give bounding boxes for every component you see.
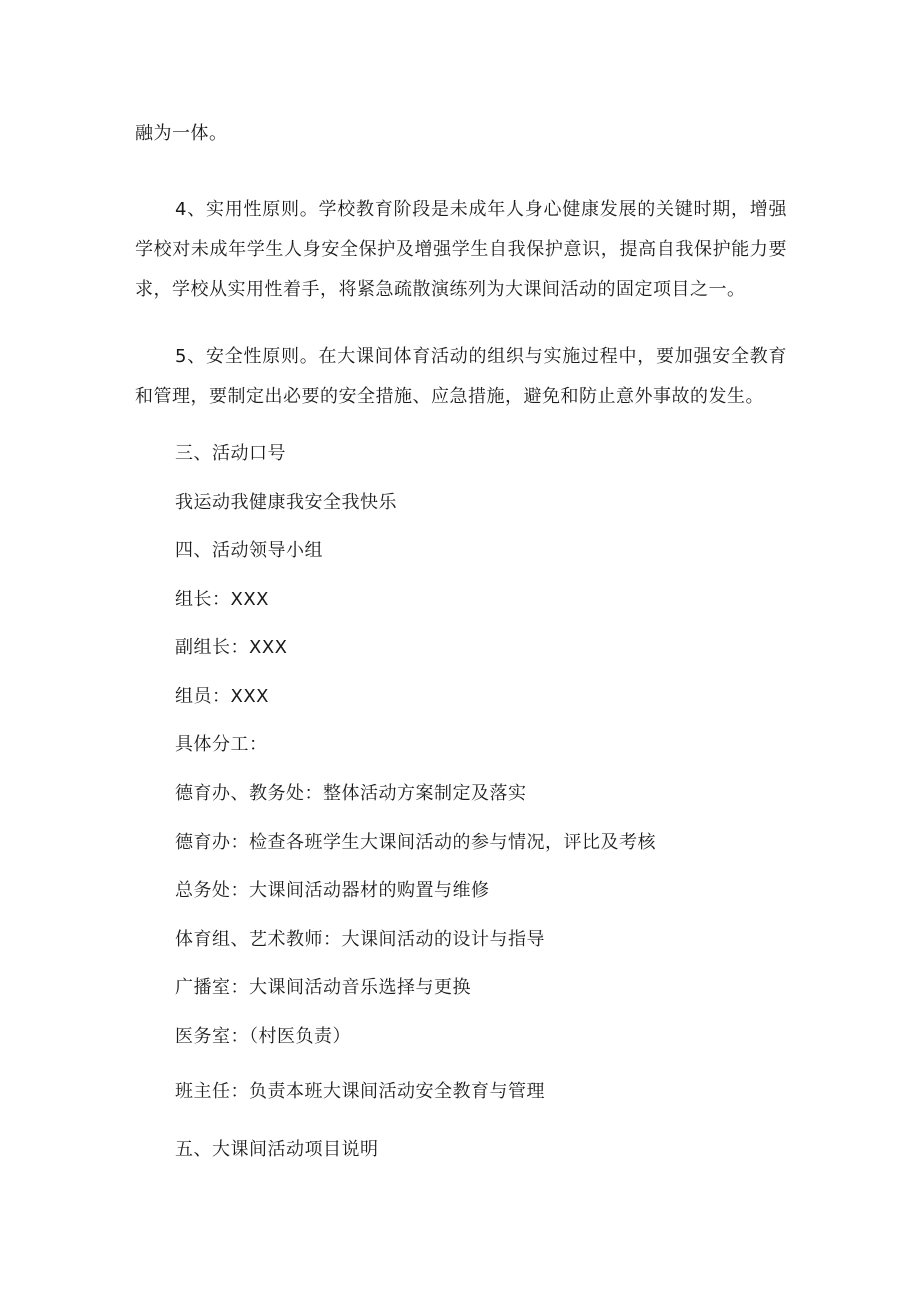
principle-4-paragraph: 4、实用性原则。学校教育阶段是未成年人身心健康发展的关键时期，增强学校对未成年学生人身安全保护及增强学生自我保护意识，提高自我保护能力要求，学校从实用性着手，将紧急疏散演练列为大课间活动的固定项目之一。 — [135, 199, 787, 300]
principle-5-paragraph: 5、安全性原则。在大课间体育活动的组织与实施过程中，要加强安全教育和管理，要制定出必要的安全措施、应急措施，避免和防止意外事故的发生。 — [135, 346, 787, 407]
members-line: 组员：XXX — [175, 686, 269, 707]
duty-item: 班主任：负责本班大课间活动安全教育与管理 — [175, 1081, 545, 1102]
continuation-text: 融为一体。 — [135, 123, 228, 144]
leader-line: 组长：XXX — [175, 589, 269, 610]
duty-item: 广播室：大课间活动音乐选择与更换 — [175, 977, 471, 998]
section-3-heading: 三、活动口号 — [175, 443, 286, 464]
section-4-heading: 四、活动领导小组 — [175, 540, 323, 561]
duty-item: 体育组、艺术教师：大课间活动的设计与指导 — [175, 929, 545, 950]
duty-item: 总务处：大课间活动器材的购置与维修 — [175, 880, 490, 901]
division-heading: 具体分工： — [175, 734, 268, 755]
slogan-text: 我运动我健康我安全我快乐 — [175, 492, 397, 513]
duty-item: 德育办：检查各班学生大课间活动的参与情况，评比及考核 — [175, 832, 656, 853]
duty-item: 医务室：（村医负责） — [175, 1026, 351, 1047]
deputy-leader-line: 副组长：XXX — [175, 637, 288, 658]
duty-item: 德育办、教务处：整体活动方案制定及落实 — [175, 783, 527, 804]
section-5-heading: 五、大课间活动项目说明 — [175, 1139, 379, 1160]
